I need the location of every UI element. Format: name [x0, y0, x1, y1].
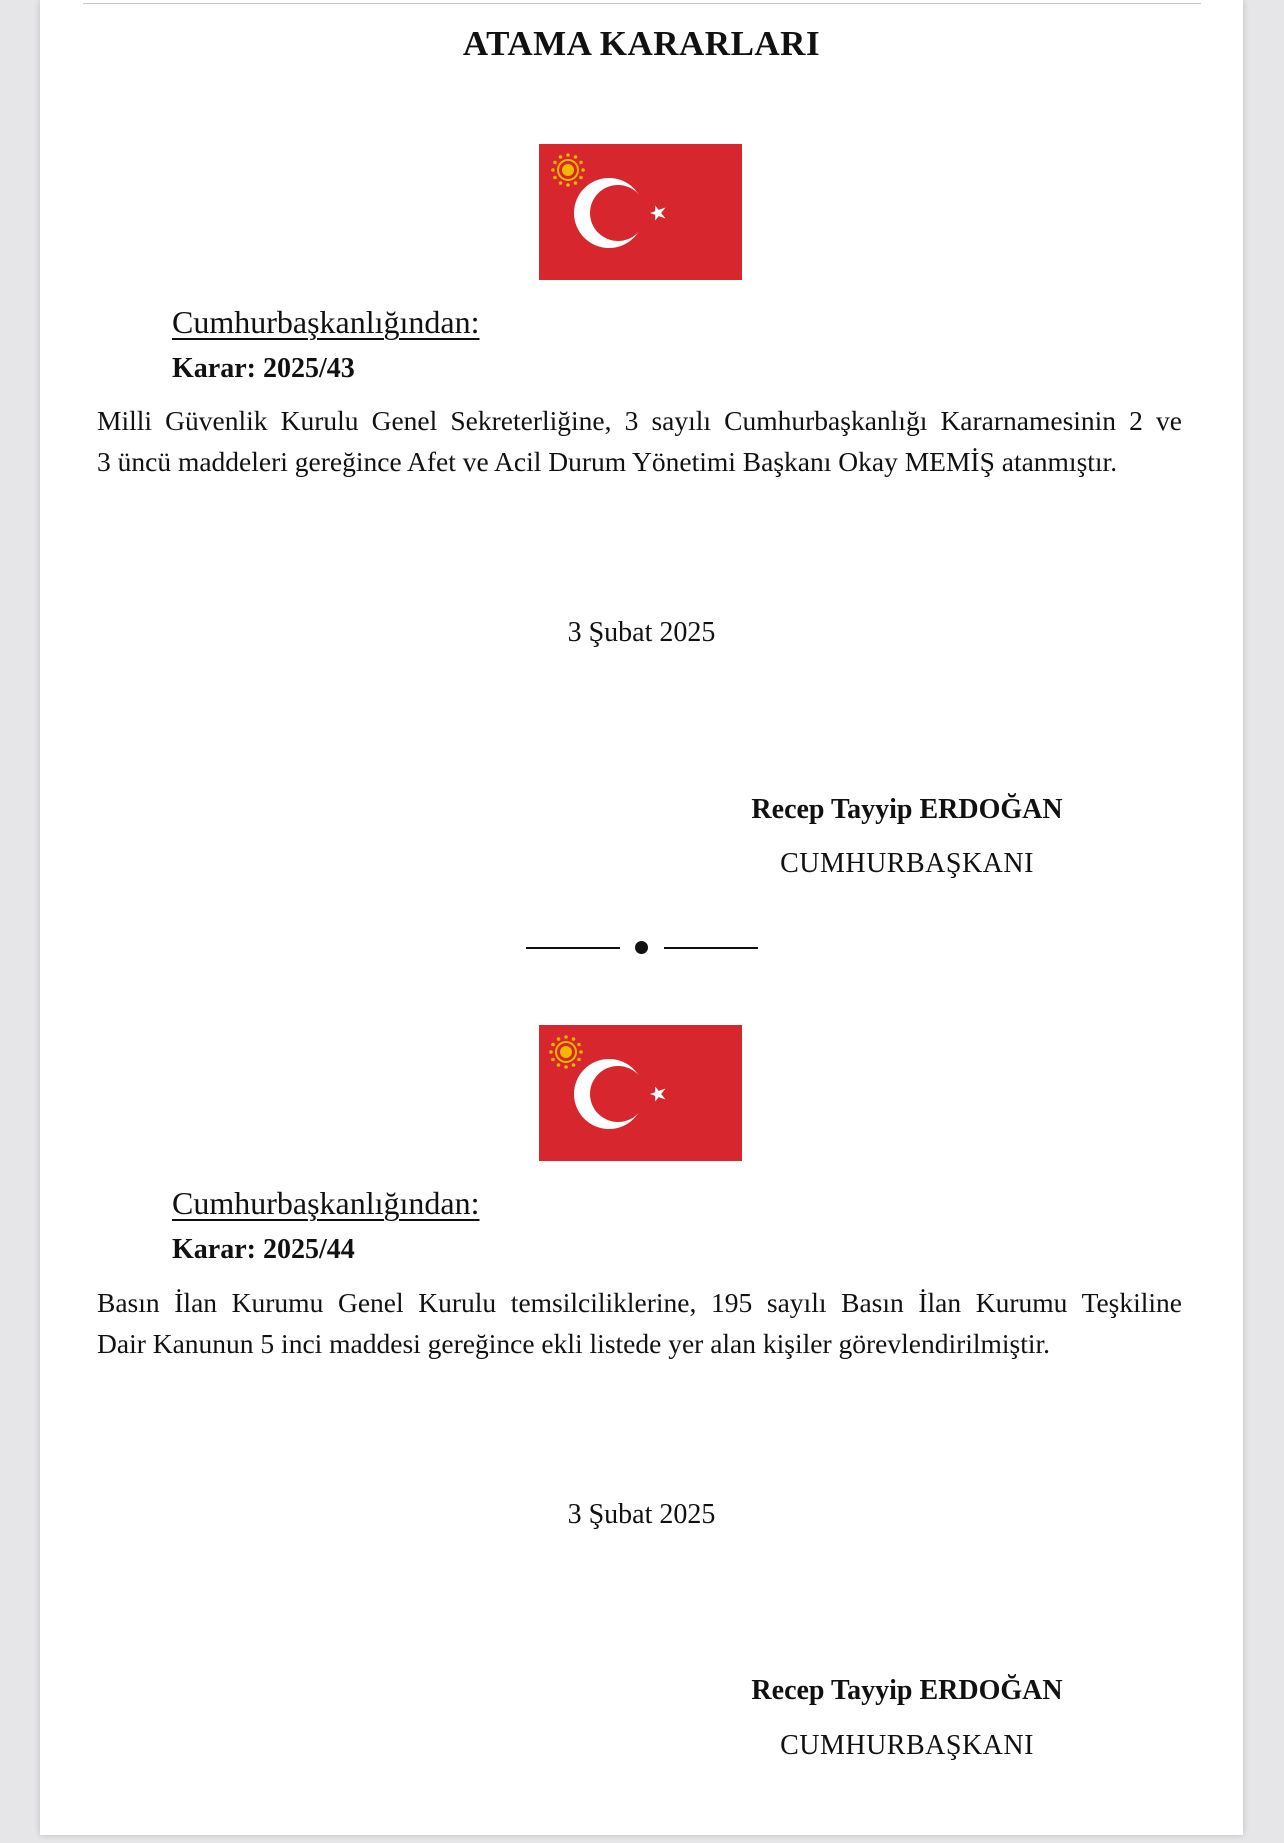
signer-name: Recep Tayyip ERDOĞAN — [751, 794, 1063, 825]
decree-number: Karar: 2025/44 — [172, 1234, 355, 1265]
page-title: ATAMA KARARLARI — [462, 24, 821, 63]
decree-number: Karar: 2025/43 — [172, 353, 355, 384]
issuer-heading: Cumhurbaşkanlığından: — [172, 1185, 480, 1221]
presidential-flag-icon — [539, 144, 742, 280]
signer-title: CUMHURBAŞKANI — [780, 1730, 1034, 1761]
top-rule — [83, 3, 1201, 4]
signer-name: Recep Tayyip ERDOĞAN — [751, 1675, 1063, 1706]
decree-body-line: 3 üncü maddeleri gereğince Afet ve Acil Durum Yönetimi Başkanı Okay MEMİŞ atanmıştır. — [97, 446, 1118, 477]
separator-dot-icon — [635, 941, 648, 954]
decree-body-line: Dair Kanunun 5 inci maddesi gereğince ekli listede yer alan kişiler görevlendirilmiştir. — [97, 1328, 1051, 1359]
decree-date: 3 Şubat 2025 — [567, 1499, 716, 1530]
flag-graphic — [539, 1025, 742, 1161]
decree-body-line: Milli Güvenlik Kurulu Genel Sekreterliğine, 3 sayılı Cumhurbaşkanlığı Kararnamesinin 2 ve — [97, 405, 1182, 436]
presidential-flag-icon — [539, 1025, 742, 1161]
issuer-heading: Cumhurbaşkanlığından: — [172, 304, 480, 340]
signer-title: CUMHURBAŞKANI — [780, 848, 1034, 879]
document-page — [40, 0, 1243, 1835]
separator-line-right — [664, 947, 758, 949]
decree-date: 3 Şubat 2025 — [567, 617, 716, 648]
decree-body-line: Basın İlan Kurumu Genel Kurulu temsilciliklerine, 195 sayılı Basın İlan Kurumu Teşkiline — [97, 1287, 1182, 1318]
separator-line-left — [526, 947, 620, 949]
decree-body — [97, 400, 1182, 482]
decree-body — [97, 1282, 1182, 1364]
section-separator — [526, 937, 758, 957]
flag-graphic — [539, 144, 742, 280]
